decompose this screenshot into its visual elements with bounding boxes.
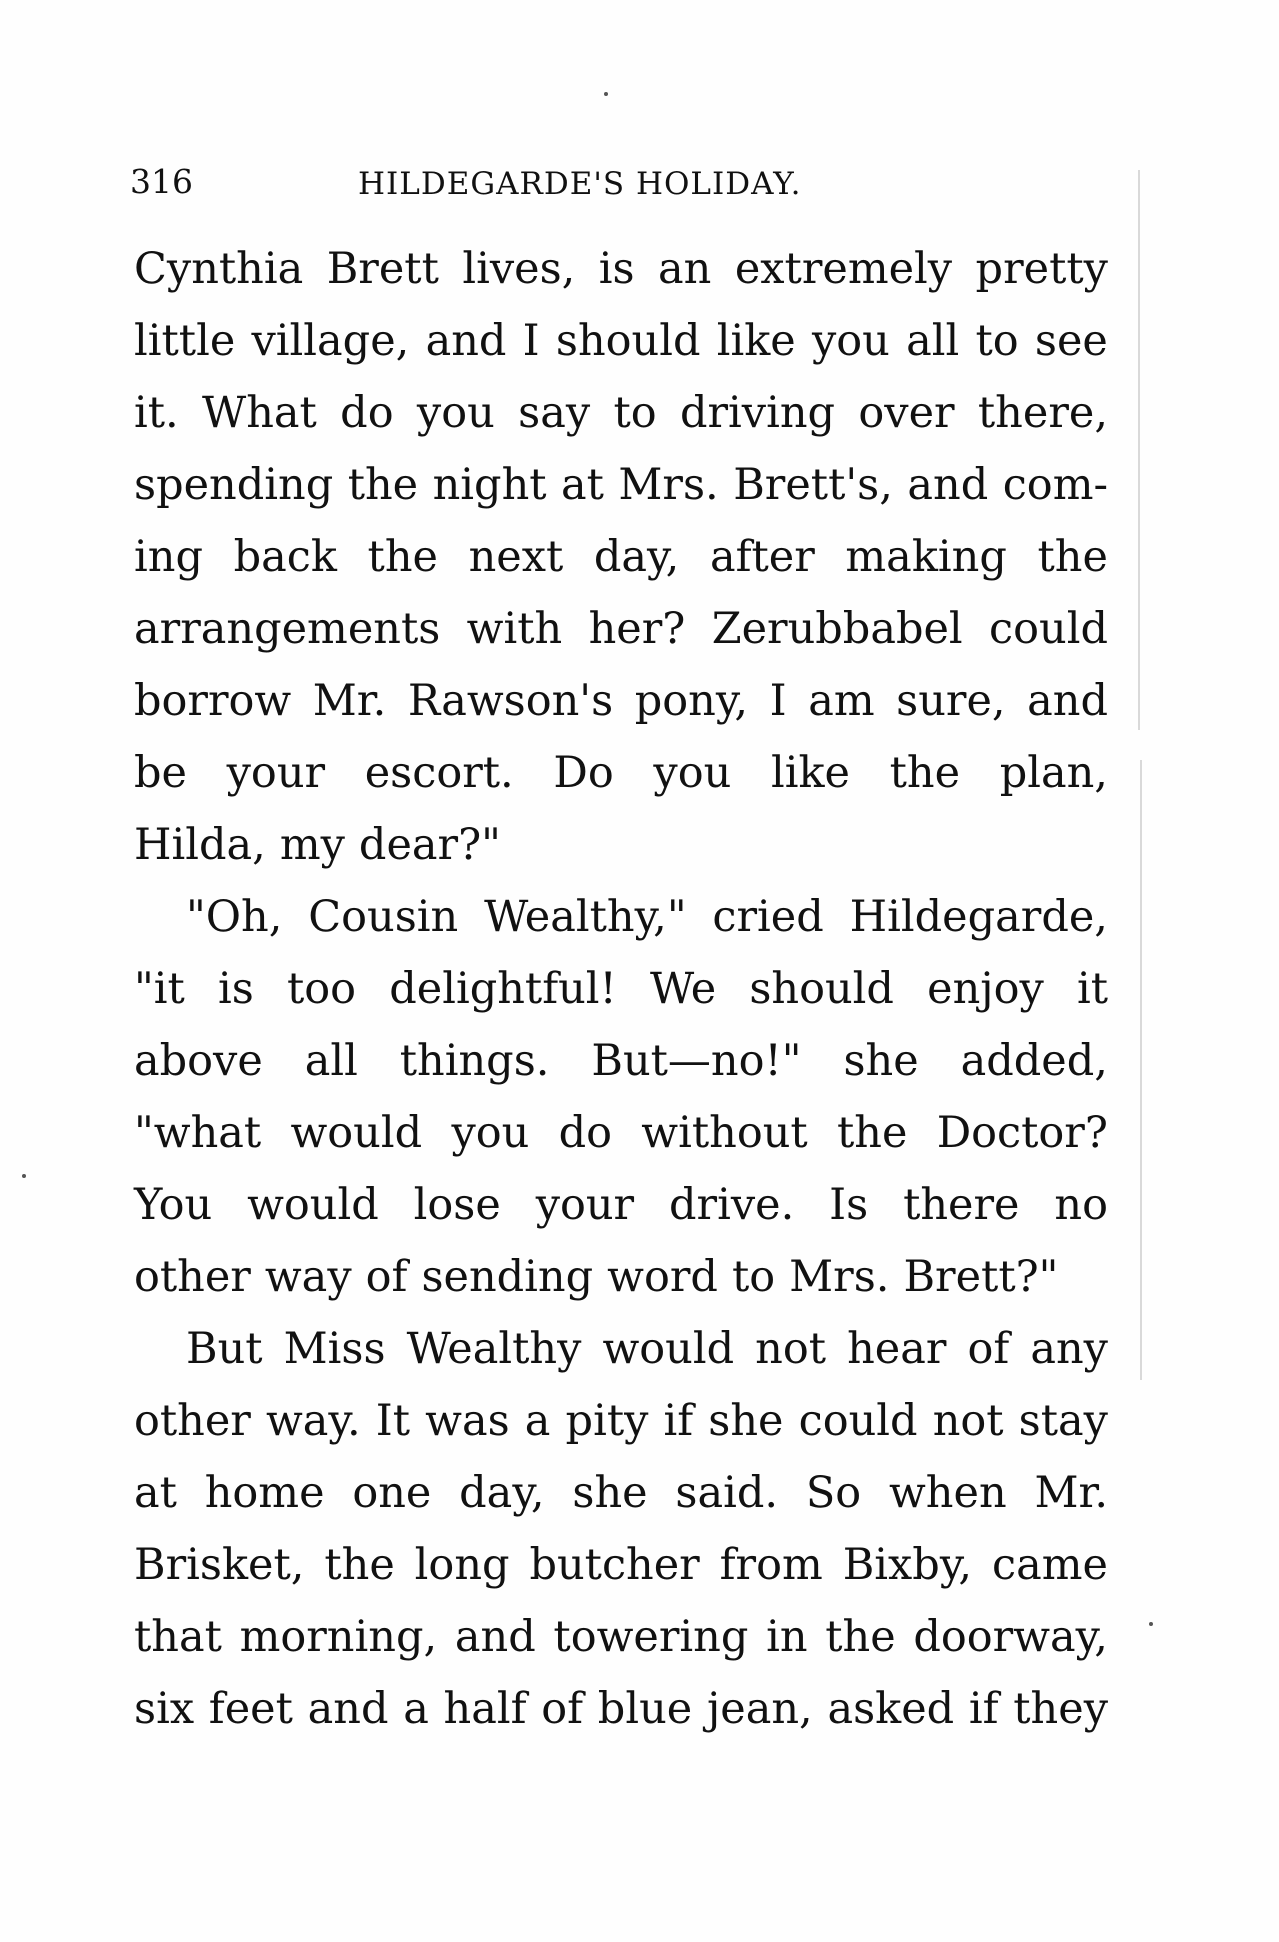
word: is [598,244,635,294]
word: making [845,532,1007,582]
text-line [134,377,1108,449]
word: you [451,1108,530,1158]
word: Zerubbabel [711,604,963,654]
word: the [825,1612,896,1662]
word: sure, [896,676,1006,726]
word: hear [847,1324,947,1374]
word: would [602,1324,735,1374]
word: do [340,388,394,438]
word: Brett's, [733,460,893,510]
text-line [134,1673,1108,1745]
text-line [134,1385,1108,1457]
word: the [889,748,961,798]
scan-edge-mark [1138,170,1140,730]
word: of [967,1324,1010,1374]
word: Is [829,1180,869,1230]
word: Bixby, [842,1540,973,1590]
scan-speck [22,1174,26,1178]
word: your [535,1180,635,1230]
word: see [1034,316,1108,366]
word: word [607,1252,718,1302]
word: Mrs. [789,1252,890,1302]
word: the [367,532,438,582]
word: my [279,820,345,870]
word: would [290,1108,423,1158]
word: cried [712,892,824,942]
word: driving [679,388,836,438]
word: other [134,1252,251,1302]
word: pretty [975,244,1108,294]
word: next [468,532,564,582]
word: if [663,1396,694,1446]
word: Do [553,748,614,798]
word: ing [134,532,203,582]
word: and [907,460,989,510]
word: village, [251,316,410,366]
text-line [134,1097,1108,1169]
page-number: 316 [130,162,193,201]
word: there, [977,388,1108,438]
word: she [572,1468,648,1518]
word: you [812,316,890,366]
word: home [204,1468,325,1518]
word: after [709,532,815,582]
word: Rawson's [407,676,614,726]
text-line [134,449,1108,521]
word: do [558,1108,613,1158]
word: she [708,1396,784,1446]
word: any [1030,1324,1108,1374]
word: Mrs. [618,460,719,510]
word: of [365,1252,408,1302]
word: that [134,1612,222,1662]
word: she [843,1036,919,1086]
text-line [134,233,1108,305]
word: the [836,1108,908,1158]
word: Miss [283,1324,386,1374]
word: you [416,388,495,438]
word: added, [960,1036,1108,1086]
word: Brisket, [134,1540,305,1590]
word: say [518,388,591,438]
book-title: HILDEGARDE'S HOLIDAY. [358,166,802,202]
scan-edge-mark [1140,760,1142,1380]
word: I [522,316,540,366]
word: to [731,1252,776,1302]
word: plan, [999,748,1108,798]
word: escort. [364,748,514,798]
text-line [134,593,1108,665]
word: and [454,1612,536,1662]
word: So [805,1468,862,1518]
word: and [307,1684,389,1734]
word: one [352,1468,432,1518]
text-line [134,809,1108,881]
word: I [769,676,787,726]
word: drive. [669,1180,795,1230]
word: Brett?" [903,1252,1059,1302]
word: when [889,1468,1007,1518]
word: enjoy [927,964,1044,1014]
word: of [541,1684,584,1734]
word: long [414,1540,510,1590]
word: over [858,388,955,438]
word: there [903,1180,1020,1230]
word: your [226,748,326,798]
word: day, [459,1468,545,1518]
word: the [1037,532,1108,582]
text-line [134,953,1108,1025]
word: to [975,316,1019,366]
word: all [906,316,960,366]
word: like [770,748,850,798]
word: arrangements [134,604,441,654]
word: doorway, [913,1612,1108,1662]
word: could [989,604,1108,654]
word: like [716,316,796,366]
word: not [755,1324,827,1374]
word: Cynthia [134,244,304,294]
word: it. [134,388,179,438]
word: her? [588,604,686,654]
text-line [134,665,1108,737]
word: at [134,1468,177,1518]
word: with [466,604,563,654]
word: asked [827,1684,955,1734]
word: an [658,244,712,294]
word: Mr. [1034,1468,1108,1518]
word: not [932,1396,1004,1446]
word: lose [413,1180,501,1230]
word: half [443,1684,527,1734]
scan-speck [604,92,608,96]
word: "Oh, [186,892,283,942]
word: if [968,1684,999,1734]
word: it [1076,964,1108,1014]
word: no [1054,1180,1108,1230]
word: stay [1018,1396,1108,1446]
text-line [134,1169,1108,1241]
word: six [134,1684,195,1734]
word: am [808,676,875,726]
word: Hilda, [134,820,266,870]
word: came [991,1540,1108,1590]
word: you [653,748,732,798]
word: Cousin [308,892,459,942]
text-line [134,1025,1108,1097]
text-line [134,1457,1108,1529]
text-line [134,1313,1108,1385]
word: jean, [706,1684,813,1734]
word: blue [597,1684,693,1734]
text-line [134,737,1108,809]
word: com- [1002,460,1108,510]
word: It [375,1396,411,1446]
word: should [555,316,701,366]
word: be [134,748,187,798]
word: the [324,1540,395,1590]
word: pony, [634,676,749,726]
word: they [1013,1684,1108,1734]
running-head [130,160,1110,210]
word: without [641,1108,808,1158]
word: back [233,532,337,582]
word: things. [399,1036,550,1086]
word: borrow [134,676,292,726]
word: and [1027,676,1108,726]
word: sending [421,1252,594,1302]
word: feet [208,1684,293,1734]
scan-speck [1149,1622,1153,1626]
word: extremely [734,244,953,294]
word: from [719,1540,823,1590]
word: other [134,1396,251,1446]
word: way [264,1252,352,1302]
word: Brett [326,244,439,294]
word: butcher [529,1540,700,1590]
word: above [134,1036,263,1086]
word: Doctor? [936,1108,1108,1158]
word: You [134,1180,213,1230]
word: Wealthy," [484,892,687,942]
word: delightful! [389,964,617,1014]
word: Wealthy [406,1324,582,1374]
text-line [134,881,1108,953]
word: morning, [239,1612,438,1662]
word: in [766,1612,808,1662]
word: should [749,964,894,1014]
word: little [134,316,236,366]
word: day, [593,532,680,582]
word: all [304,1036,358,1086]
body-text [134,233,1108,1745]
word: But [186,1324,263,1374]
word: spending [134,460,334,510]
word: pity [565,1396,649,1446]
word: too [286,964,357,1014]
word: Mr. [312,676,387,726]
word: lives, [462,244,576,294]
word: would [247,1180,379,1230]
word: was [425,1396,510,1446]
word: is [217,964,254,1014]
word: What [202,388,317,438]
text-line [134,521,1108,593]
word: and [425,316,507,366]
word: night [432,460,547,510]
word: the [347,460,419,510]
word: said. [675,1468,779,1518]
word: could [798,1396,918,1446]
word: at [561,460,604,510]
word: But—no!" [591,1036,802,1086]
word: "it [134,964,185,1014]
text-line [134,305,1108,377]
word: We [650,964,717,1014]
word: way. [265,1396,361,1446]
word: to [613,388,657,438]
word: "what [134,1108,262,1158]
word: dear?" [358,820,501,870]
word: Hildegarde, [849,892,1108,942]
text-line [134,1241,1108,1313]
word: a [403,1684,429,1734]
text-line [134,1601,1108,1673]
text-line [134,1529,1108,1601]
word: a [524,1396,551,1446]
word: towering [553,1612,749,1662]
